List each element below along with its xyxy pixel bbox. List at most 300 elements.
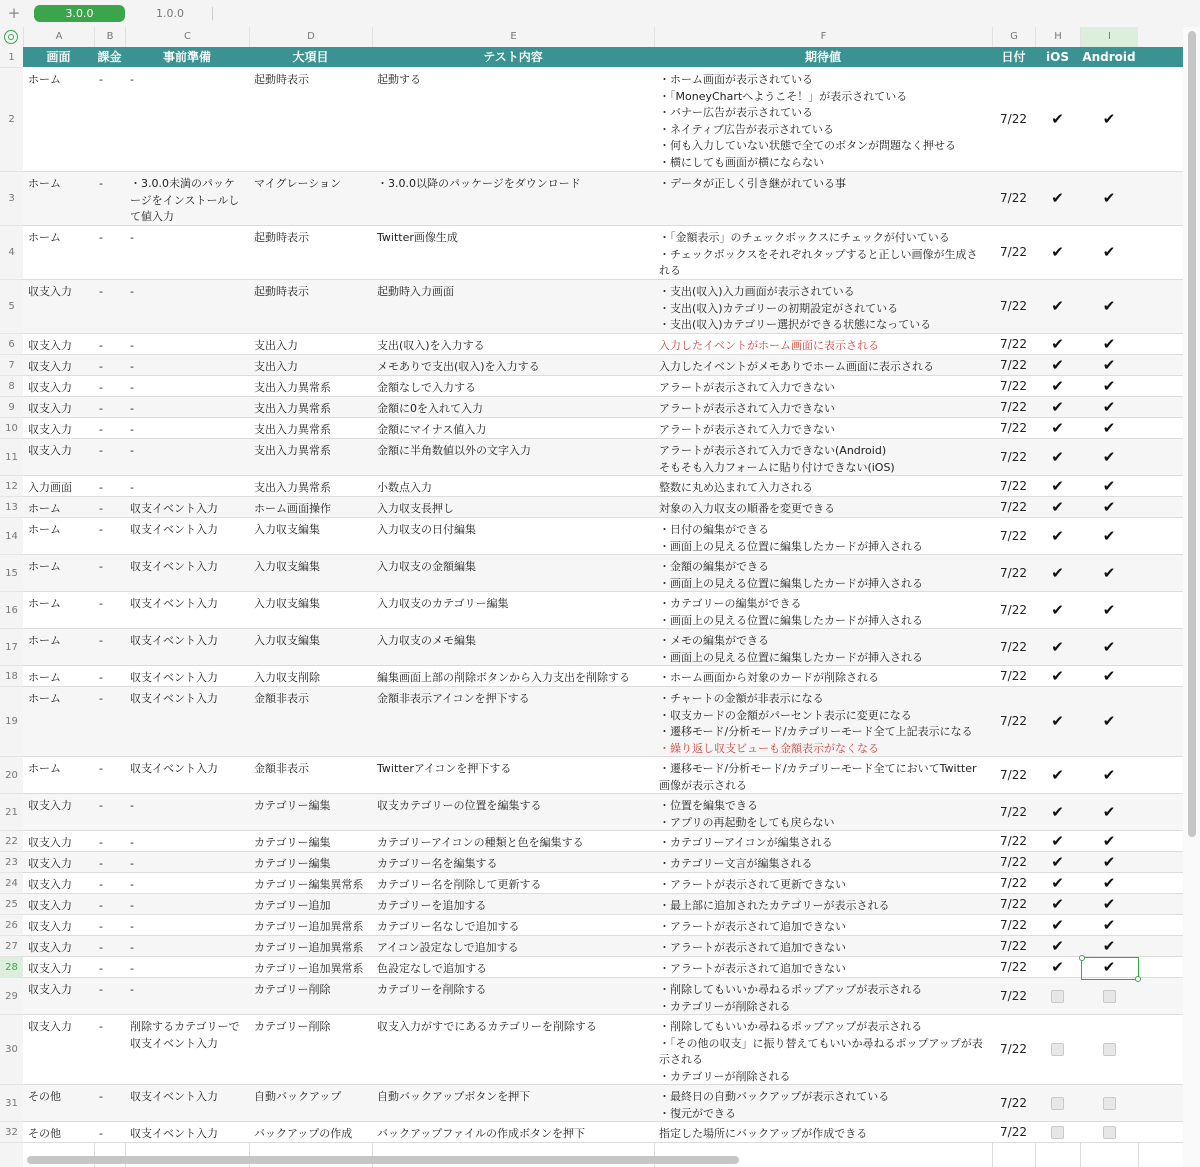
cell-a[interactable]: 収支入力 bbox=[28, 285, 72, 298]
cell-e[interactable]: 支出(収入)を入力する bbox=[377, 339, 485, 352]
cell-d[interactable]: カテゴリー削除 bbox=[254, 1020, 331, 1033]
checkmark-icon[interactable]: ✔ bbox=[1051, 418, 1064, 437]
checkmark-icon[interactable]: ✔ bbox=[1102, 497, 1116, 516]
cell-a[interactable]: 収支入力 bbox=[28, 899, 72, 912]
cell-android[interactable] bbox=[1080, 978, 1138, 1014]
cell-d[interactable]: カテゴリー削除 bbox=[254, 983, 331, 996]
plus-icon[interactable]: + bbox=[7, 4, 21, 22]
cell-f[interactable]: ・日付の編集ができる ・画面上の見える位置に編集したカードが挿入される bbox=[659, 523, 923, 553]
cell-f[interactable]: ・ホーム画面から対象のカードが削除される bbox=[659, 671, 879, 684]
checkmark-icon[interactable]: ✔ bbox=[1102, 397, 1116, 416]
checkmark-icon[interactable]: ✔ bbox=[1051, 712, 1064, 730]
checkmark-icon[interactable]: ✔ bbox=[1051, 376, 1064, 395]
cell-ios[interactable] bbox=[1035, 518, 1080, 554]
cell-c[interactable]: 収支イベント入力 bbox=[130, 1090, 218, 1103]
checkmark-icon[interactable]: ✔ bbox=[1051, 397, 1064, 416]
checkmark-icon[interactable]: ✔ bbox=[1102, 765, 1116, 784]
cell-ios[interactable] bbox=[1035, 418, 1080, 438]
column-header[interactable]: テスト内容 bbox=[483, 50, 543, 64]
cell-e[interactable]: 金額非表示アイコンを押下する bbox=[377, 692, 530, 705]
row-number[interactable]: 6 bbox=[0, 334, 23, 355]
checkmark-icon[interactable]: ✔ bbox=[1051, 243, 1064, 261]
cell-f[interactable]: 整数に丸め込まれて入力される bbox=[659, 481, 813, 494]
cell-date[interactable]: 7/22 bbox=[1000, 602, 1027, 617]
cell-c[interactable]: 収支イベント入力 bbox=[130, 692, 218, 705]
cell-d[interactable]: カテゴリー追加 bbox=[254, 899, 331, 912]
column-header[interactable]: 期待値 bbox=[804, 50, 841, 64]
cell-android[interactable] bbox=[1080, 226, 1138, 279]
row-number[interactable]: 25 bbox=[0, 894, 23, 915]
cell-c[interactable]: 収支イベント入力 bbox=[130, 523, 218, 536]
cell-date[interactable]: 7/22 bbox=[1000, 565, 1027, 580]
row-number[interactable]: 2 bbox=[0, 68, 23, 172]
cell-android[interactable] bbox=[1080, 757, 1138, 793]
cell-ios[interactable] bbox=[1035, 957, 1080, 977]
row-number[interactable]: 9 bbox=[0, 397, 23, 418]
checkmark-icon[interactable]: ✔ bbox=[1102, 712, 1116, 730]
cell-d[interactable]: カテゴリー編集 bbox=[254, 857, 331, 870]
cell-d[interactable]: 入力収支編集 bbox=[254, 597, 320, 610]
cell-ios[interactable] bbox=[1035, 687, 1080, 756]
cell-c[interactable]: - bbox=[130, 423, 134, 436]
checkmark-icon[interactable]: ✔ bbox=[1102, 110, 1116, 128]
vertical-scrollbar[interactable] bbox=[1183, 27, 1200, 1167]
cell-ios[interactable] bbox=[1035, 376, 1080, 396]
cell-d[interactable]: 入力収支編集 bbox=[254, 634, 320, 647]
cell-e[interactable]: 小数点入力 bbox=[377, 481, 432, 494]
checkmark-icon[interactable]: ✔ bbox=[1051, 526, 1064, 545]
column-header[interactable]: Android bbox=[1082, 50, 1136, 64]
cell-android[interactable] bbox=[1080, 1015, 1138, 1084]
row-number[interactable]: 1 bbox=[0, 47, 23, 68]
cell-c[interactable]: 収支イベント入力 bbox=[130, 671, 218, 684]
cell-date[interactable]: 7/22 bbox=[1000, 336, 1027, 351]
checkmark-icon[interactable]: ✔ bbox=[1051, 447, 1064, 466]
checkmark-icon[interactable]: ✔ bbox=[1102, 936, 1116, 955]
cell-android[interactable] bbox=[1080, 172, 1138, 225]
cell-f[interactable]: ・「金額表示」のチェックボックスにチェックが付いている ・チェックボックスをそれぞれタップすると正しい画像が生成される bbox=[659, 231, 978, 277]
cell-d[interactable]: 入力収支編集 bbox=[254, 560, 320, 573]
vertical-scroll-thumb[interactable] bbox=[1188, 31, 1196, 837]
cell-android[interactable] bbox=[1080, 873, 1138, 893]
checkmark-icon[interactable]: ✔ bbox=[1051, 189, 1064, 207]
cell-c[interactable]: - bbox=[130, 231, 134, 244]
cell-date[interactable]: 7/22 bbox=[1000, 420, 1027, 435]
cell-date[interactable]: 7/22 bbox=[1000, 449, 1027, 464]
cell-c[interactable]: - bbox=[130, 962, 134, 975]
cell-e[interactable]: 編集画面上部の削除ボタンから入力支出を削除する bbox=[377, 671, 630, 684]
cell-f[interactable]: ・アラートが表示されて更新できない bbox=[659, 878, 846, 891]
cell-date[interactable]: 7/22 bbox=[1000, 191, 1027, 206]
cell-android[interactable] bbox=[1080, 355, 1138, 375]
cell-a[interactable]: 収支入力 bbox=[28, 444, 72, 457]
checkmark-icon[interactable]: ✔ bbox=[1102, 563, 1116, 582]
cell-a[interactable]: 収支入力 bbox=[28, 381, 72, 394]
cell-d[interactable]: 支出入力異常系 bbox=[254, 444, 331, 457]
cell-b[interactable]: - bbox=[99, 983, 103, 996]
column-letter-h[interactable]: H bbox=[1035, 27, 1080, 47]
cell-android[interactable] bbox=[1080, 376, 1138, 396]
row-number[interactable]: 31 bbox=[0, 1085, 23, 1122]
cell-b[interactable]: - bbox=[99, 878, 103, 891]
cell-ios[interactable] bbox=[1035, 592, 1080, 628]
cell-f[interactable]: 入力したイベントがメモありでホーム画面に表示される bbox=[659, 360, 934, 373]
cell-ios[interactable] bbox=[1035, 666, 1080, 686]
cell-e[interactable]: 入力収支長押し bbox=[377, 502, 454, 515]
cell-date[interactable]: 7/22 bbox=[1000, 959, 1027, 974]
cell-d[interactable]: カテゴリー編集異常系 bbox=[254, 878, 364, 891]
cell-ios[interactable] bbox=[1035, 1085, 1080, 1121]
cell-d[interactable]: カテゴリー追加異常系 bbox=[254, 920, 364, 933]
checkmark-icon[interactable]: ✔ bbox=[1051, 110, 1064, 128]
cell-e[interactable]: カテゴリー名なしで追加する bbox=[377, 920, 520, 933]
column-header[interactable]: 大項目 bbox=[292, 50, 329, 64]
cell-f[interactable]: アラートが表示されて入力できない bbox=[659, 381, 835, 394]
cell-android[interactable] bbox=[1080, 794, 1138, 830]
cell-a[interactable]: 収支入力 bbox=[28, 920, 72, 933]
checkmark-icon[interactable]: ✔ bbox=[1051, 666, 1064, 685]
cell-date[interactable]: 7/22 bbox=[1000, 357, 1027, 372]
row-number[interactable]: 11 bbox=[0, 439, 23, 476]
cell-b[interactable]: - bbox=[99, 360, 103, 373]
cell-d[interactable]: 支出入力異常系 bbox=[254, 481, 331, 494]
cell-ios[interactable] bbox=[1035, 873, 1080, 893]
cell-c[interactable]: - bbox=[130, 836, 134, 849]
cell-ios[interactable] bbox=[1035, 280, 1080, 333]
checkmark-icon[interactable]: ✔ bbox=[1051, 600, 1064, 619]
row-number[interactable]: 14 bbox=[0, 518, 23, 555]
checkmark-icon[interactable]: ✔ bbox=[1051, 355, 1064, 374]
cell-date[interactable]: 7/22 bbox=[1000, 112, 1027, 127]
column-letter-g[interactable]: G bbox=[992, 27, 1035, 47]
cell-b[interactable]: - bbox=[99, 1127, 103, 1140]
checkmark-icon[interactable]: ✔ bbox=[1051, 765, 1064, 784]
checkmark-icon[interactable]: ✔ bbox=[1102, 600, 1116, 619]
cell-date[interactable]: 7/22 bbox=[1000, 896, 1027, 911]
cell-android[interactable] bbox=[1080, 439, 1138, 475]
cell-a[interactable]: ホーム bbox=[28, 177, 61, 190]
cell-b[interactable]: - bbox=[99, 1020, 103, 1033]
cell-android[interactable] bbox=[1080, 852, 1138, 872]
checkmark-icon[interactable]: ✔ bbox=[1051, 894, 1064, 913]
cell-b[interactable]: - bbox=[99, 73, 103, 86]
row-number[interactable]: 23 bbox=[0, 852, 23, 873]
cell-a[interactable]: ホーム bbox=[28, 73, 61, 86]
cell-c[interactable]: - bbox=[130, 799, 134, 812]
cell-a[interactable]: ホーム bbox=[28, 502, 61, 515]
cell-android[interactable] bbox=[1080, 687, 1138, 756]
column-letter-e[interactable]: E bbox=[372, 27, 654, 47]
cell-f[interactable]: ・アラートが表示されて追加できない bbox=[659, 920, 846, 933]
cell-date[interactable]: 7/22 bbox=[1000, 804, 1027, 819]
cell-d[interactable]: カテゴリー追加異常系 bbox=[254, 941, 364, 954]
cell-ios[interactable] bbox=[1035, 1122, 1080, 1142]
cell-f[interactable]: ・メモの編集ができる ・画面上の見える位置に編集したカードが挿入される bbox=[659, 634, 923, 664]
cell-ios[interactable] bbox=[1035, 978, 1080, 1014]
cell-e[interactable]: 入力収支の日付編集 bbox=[377, 523, 476, 536]
cell-date[interactable]: 7/22 bbox=[1000, 528, 1027, 543]
checkmark-icon[interactable]: ✔ bbox=[1102, 189, 1116, 207]
empty-checkbox-icon[interactable] bbox=[1103, 990, 1116, 1003]
cell-ios[interactable] bbox=[1035, 439, 1080, 475]
cell-c[interactable]: 収支イベント入力 bbox=[130, 762, 218, 775]
cell-android[interactable] bbox=[1080, 497, 1138, 517]
cell-a[interactable]: ホーム bbox=[28, 762, 61, 775]
cell-e[interactable]: 金額に0を入れて入力 bbox=[377, 402, 483, 415]
cell-d[interactable]: 起動時表示 bbox=[254, 285, 309, 298]
row-number[interactable]: 21 bbox=[0, 794, 23, 831]
checkmark-icon[interactable]: ✔ bbox=[1102, 915, 1116, 934]
cell-date[interactable]: 7/22 bbox=[1000, 833, 1027, 848]
row-number[interactable]: 5 bbox=[0, 280, 23, 334]
cell-e[interactable]: 金額なしで入力する bbox=[377, 381, 476, 394]
cell-c[interactable]: 削除するカテゴリーで収支イベント入力 bbox=[130, 1020, 240, 1050]
checkmark-icon[interactable]: ✔ bbox=[1102, 376, 1116, 395]
checkmark-icon[interactable]: ✔ bbox=[1102, 243, 1116, 261]
cell-ios[interactable] bbox=[1035, 555, 1080, 591]
cell-ios[interactable] bbox=[1035, 794, 1080, 830]
column-letter-d[interactable]: D bbox=[249, 27, 372, 47]
cell-d[interactable]: マイグレーション bbox=[254, 177, 342, 190]
cell-e[interactable]: 起動時入力画面 bbox=[377, 285, 454, 298]
cell-date[interactable]: 7/22 bbox=[1000, 1124, 1027, 1139]
cell-android[interactable] bbox=[1080, 592, 1138, 628]
empty-checkbox-icon[interactable] bbox=[1051, 1097, 1064, 1110]
cell-a[interactable]: 収支入力 bbox=[28, 423, 72, 436]
sheet-tab-1-0-0[interactable]: 1.0.0 bbox=[156, 7, 184, 20]
cell-e[interactable]: カテゴリー名を編集する bbox=[377, 857, 498, 870]
cell-f[interactable]: ・最上部に追加されたカテゴリーが表示される bbox=[659, 899, 890, 912]
checkmark-icon[interactable]: ✔ bbox=[1102, 831, 1116, 850]
select-all-corner-icon[interactable] bbox=[4, 30, 18, 44]
cell-android[interactable] bbox=[1080, 915, 1138, 935]
cell-e[interactable]: 金額に半角数値以外の文字入力 bbox=[377, 444, 531, 457]
cell-ios[interactable] bbox=[1035, 915, 1080, 935]
cell-android[interactable] bbox=[1080, 894, 1138, 914]
column-header[interactable]: iOS bbox=[1046, 50, 1069, 64]
cell-f[interactable]: ・金額の編集ができる ・画面上の見える位置に編集したカードが挿入される bbox=[659, 560, 923, 590]
cell-f[interactable]: ・削除してもいいか尋ねるポップアップが表示される ・「その他の収支」に振り替えてもいいか尋ねるポップアップが表示される ・カテゴリーが削除される bbox=[659, 1020, 983, 1083]
cell-d[interactable]: カテゴリー追加異常系 bbox=[254, 962, 364, 975]
checkmark-icon[interactable]: ✔ bbox=[1051, 297, 1064, 315]
row-number[interactable]: 3 bbox=[0, 172, 23, 226]
cell-android[interactable] bbox=[1080, 629, 1138, 665]
cell-b[interactable]: - bbox=[99, 381, 103, 394]
cell-ios[interactable] bbox=[1035, 68, 1080, 171]
cell-f[interactable]: ・カテゴリー文言が編集される bbox=[659, 857, 813, 870]
cell-ios[interactable] bbox=[1035, 172, 1080, 225]
cell-ios[interactable] bbox=[1035, 497, 1080, 517]
cell-date[interactable]: 7/22 bbox=[1000, 299, 1027, 314]
cell-f[interactable]: ・アラートが表示されて追加できない bbox=[659, 941, 846, 954]
cell-e[interactable]: アイコン設定なしで追加する bbox=[377, 941, 519, 954]
cell-b[interactable]: - bbox=[99, 444, 103, 457]
column-letter-c[interactable]: C bbox=[125, 27, 249, 47]
cell-android[interactable] bbox=[1080, 1122, 1138, 1142]
cell-a[interactable]: ホーム bbox=[28, 560, 61, 573]
cell-c[interactable]: - bbox=[130, 857, 134, 870]
cell-android[interactable] bbox=[1080, 831, 1138, 851]
cell-android[interactable] bbox=[1080, 666, 1138, 686]
checkmark-icon[interactable]: ✔ bbox=[1051, 936, 1064, 955]
cell-b[interactable]: - bbox=[99, 402, 103, 415]
cell-ios[interactable] bbox=[1035, 757, 1080, 793]
cell-a[interactable]: 収支入力 bbox=[28, 360, 72, 373]
cell-f[interactable]: ・カテゴリーの編集ができる ・画面上の見える位置に編集したカードが挿入される bbox=[659, 597, 923, 627]
cell-a[interactable]: 収支入力 bbox=[28, 402, 72, 415]
checkmark-icon[interactable]: ✔ bbox=[1102, 802, 1116, 821]
cell-b[interactable]: - bbox=[99, 671, 103, 684]
cell-ios[interactable] bbox=[1035, 831, 1080, 851]
cell-date[interactable]: 7/22 bbox=[1000, 938, 1027, 953]
column-header[interactable]: 日付 bbox=[1001, 50, 1026, 64]
cell-ios[interactable] bbox=[1035, 476, 1080, 496]
cell-d[interactable]: 支出入力異常系 bbox=[254, 423, 331, 436]
cell-ios[interactable] bbox=[1035, 355, 1080, 375]
cell-c[interactable]: - bbox=[130, 285, 134, 298]
cell-f[interactable]: ・遷移モード/分析モード/カテゴリーモード全てにおいてTwitter画像が表示される bbox=[659, 762, 977, 792]
cell-android[interactable] bbox=[1080, 418, 1138, 438]
column-letter-i[interactable]: I bbox=[1080, 27, 1138, 47]
cell-c[interactable]: - bbox=[130, 481, 134, 494]
row-number[interactable]: 15 bbox=[0, 555, 23, 592]
row-number[interactable]: 29 bbox=[0, 978, 23, 1015]
checkmark-icon[interactable]: ✔ bbox=[1051, 873, 1064, 892]
cell-ios[interactable] bbox=[1035, 894, 1080, 914]
cell-a[interactable]: 収支入力 bbox=[28, 857, 72, 870]
column-letter-b[interactable]: B bbox=[94, 27, 125, 47]
cell-d[interactable]: 支出入力異常系 bbox=[254, 381, 331, 394]
checkmark-icon[interactable]: ✔ bbox=[1102, 355, 1116, 374]
checkmark-icon[interactable]: ✔ bbox=[1102, 957, 1116, 976]
cell-android[interactable] bbox=[1080, 476, 1138, 496]
checkmark-icon[interactable]: ✔ bbox=[1102, 447, 1116, 466]
cell-date[interactable]: 7/22 bbox=[1000, 399, 1027, 414]
cell-b[interactable]: - bbox=[99, 899, 103, 912]
cell-a[interactable]: ホーム bbox=[28, 231, 61, 244]
cell-e[interactable]: Twitter画像生成 bbox=[377, 231, 458, 244]
cell-b[interactable]: - bbox=[99, 920, 103, 933]
cell-date[interactable]: 7/22 bbox=[1000, 917, 1027, 932]
row-number[interactable]: 4 bbox=[0, 226, 23, 280]
cell-c[interactable]: - bbox=[130, 941, 134, 954]
cell-e[interactable]: 入力収支のメモ編集 bbox=[377, 634, 476, 647]
checkmark-icon[interactable]: ✔ bbox=[1051, 831, 1064, 850]
cell-b[interactable]: - bbox=[99, 799, 103, 812]
cell-b[interactable]: - bbox=[99, 560, 103, 573]
row-number[interactable]: 17 bbox=[0, 629, 23, 666]
cell-c[interactable]: ・3.0.0未満のパッケージをインストールして値入力 bbox=[130, 177, 240, 223]
checkmark-icon[interactable]: ✔ bbox=[1051, 957, 1064, 976]
cell-b[interactable]: - bbox=[99, 857, 103, 870]
cell-b[interactable]: - bbox=[99, 1090, 103, 1103]
row-number[interactable]: 10 bbox=[0, 418, 23, 439]
cell-c[interactable]: 収支イベント入力 bbox=[130, 634, 218, 647]
checkmark-icon[interactable]: ✔ bbox=[1051, 915, 1064, 934]
cell-e[interactable]: 収支カテゴリーの位置を編集する bbox=[377, 799, 542, 812]
cell-b[interactable]: - bbox=[99, 762, 103, 775]
cell-a[interactable]: 収支入力 bbox=[28, 1020, 72, 1033]
cell-d[interactable]: 支出入力 bbox=[254, 360, 298, 373]
column-letter-f[interactable]: F bbox=[654, 27, 992, 47]
column-header[interactable]: 画面 bbox=[46, 50, 71, 64]
row-number[interactable]: 32 bbox=[0, 1122, 23, 1143]
cell-date[interactable]: 7/22 bbox=[1000, 854, 1027, 869]
cell-android[interactable] bbox=[1080, 555, 1138, 591]
row-number[interactable]: 19 bbox=[0, 687, 23, 757]
cell-f[interactable]: アラートが表示されて入力できない(Android) そもそも入力フォームに貼り付けできない(iOS) bbox=[659, 444, 895, 474]
empty-checkbox-icon[interactable] bbox=[1051, 1043, 1064, 1056]
cell-date[interactable]: 7/22 bbox=[1000, 767, 1027, 782]
cell-c[interactable]: - bbox=[130, 878, 134, 891]
cell-b[interactable]: - bbox=[99, 692, 103, 705]
cell-c[interactable]: - bbox=[130, 381, 134, 394]
checkmark-icon[interactable]: ✔ bbox=[1102, 873, 1116, 892]
cell-ios[interactable] bbox=[1035, 334, 1080, 354]
cell-c[interactable]: - bbox=[130, 360, 134, 373]
row-number[interactable]: 13 bbox=[0, 497, 23, 518]
cell-f[interactable]: ・ホーム画面が表示されている ・「MoneyChartへようこそ！」が表示されている ・バナー広告が表示されている ・ネイティブ広告が表示されている ・何も入力していない状態で全てのボタンが問題なく押せる ・横にしても画面が横にならない bbox=[659, 73, 956, 169]
cell-d[interactable]: 起動時表示 bbox=[254, 231, 309, 244]
cell-c[interactable]: - bbox=[130, 983, 134, 996]
cell-d[interactable]: バックアップの作成 bbox=[254, 1127, 353, 1140]
cell-f[interactable] bbox=[654, 334, 992, 354]
cell-a[interactable]: 収支入力 bbox=[28, 941, 72, 954]
cell-e[interactable]: カテゴリーを追加する bbox=[377, 899, 487, 912]
checkmark-icon[interactable]: ✔ bbox=[1051, 334, 1064, 353]
cell-android[interactable] bbox=[1080, 518, 1138, 554]
cell-ios[interactable] bbox=[1035, 226, 1080, 279]
cell-c[interactable]: - bbox=[130, 339, 134, 352]
cell-f[interactable]: ・データが正しく引き継がれている事 bbox=[659, 177, 846, 190]
empty-checkbox-icon[interactable] bbox=[1103, 1097, 1116, 1110]
cell-date[interactable]: 7/22 bbox=[1000, 714, 1027, 729]
column-header[interactable]: 課金 bbox=[97, 50, 122, 64]
cell-a[interactable]: 収支入力 bbox=[28, 962, 72, 975]
cell-d[interactable]: 支出入力異常系 bbox=[254, 402, 331, 415]
cell-e[interactable]: 起動する bbox=[377, 73, 421, 86]
row-number[interactable]: 8 bbox=[0, 376, 23, 397]
sheet-tab-3-0-0[interactable]: 3.0.0 bbox=[34, 5, 125, 22]
checkmark-icon[interactable]: ✔ bbox=[1102, 666, 1116, 685]
cell-a[interactable]: その他 bbox=[28, 1127, 61, 1140]
cell-d[interactable]: 起動時表示 bbox=[254, 73, 309, 86]
cell-b[interactable]: - bbox=[99, 962, 103, 975]
checkmark-icon[interactable]: ✔ bbox=[1102, 526, 1116, 545]
row-number[interactable]: 22 bbox=[0, 831, 23, 852]
cell-c[interactable]: - bbox=[130, 444, 134, 457]
cell-b[interactable]: - bbox=[99, 836, 103, 849]
cell-e[interactable]: 自動バックアップボタンを押下 bbox=[377, 1090, 531, 1103]
cell-d[interactable]: 金額非表示 bbox=[254, 692, 309, 705]
cell-date[interactable]: 7/22 bbox=[1000, 378, 1027, 393]
cell-d[interactable]: 自動バックアップ bbox=[254, 1090, 342, 1103]
checkmark-icon[interactable]: ✔ bbox=[1102, 852, 1116, 871]
cell-c[interactable]: - bbox=[130, 402, 134, 415]
cell-d[interactable]: 支出入力 bbox=[254, 339, 298, 352]
cell-e[interactable]: バックアップファイルの作成ボタンを押下 bbox=[377, 1127, 586, 1140]
checkmark-icon[interactable]: ✔ bbox=[1102, 894, 1116, 913]
cell-b[interactable]: - bbox=[99, 941, 103, 954]
cell-ios[interactable] bbox=[1035, 936, 1080, 956]
cell-android[interactable] bbox=[1080, 334, 1138, 354]
cell-b[interactable]: - bbox=[99, 285, 103, 298]
checkmark-icon[interactable]: ✔ bbox=[1051, 852, 1064, 871]
cell-e[interactable]: カテゴリーを削除する bbox=[377, 983, 487, 996]
cell-ios[interactable] bbox=[1035, 629, 1080, 665]
cell-a[interactable]: ホーム bbox=[28, 597, 61, 610]
empty-checkbox-icon[interactable] bbox=[1103, 1043, 1116, 1056]
